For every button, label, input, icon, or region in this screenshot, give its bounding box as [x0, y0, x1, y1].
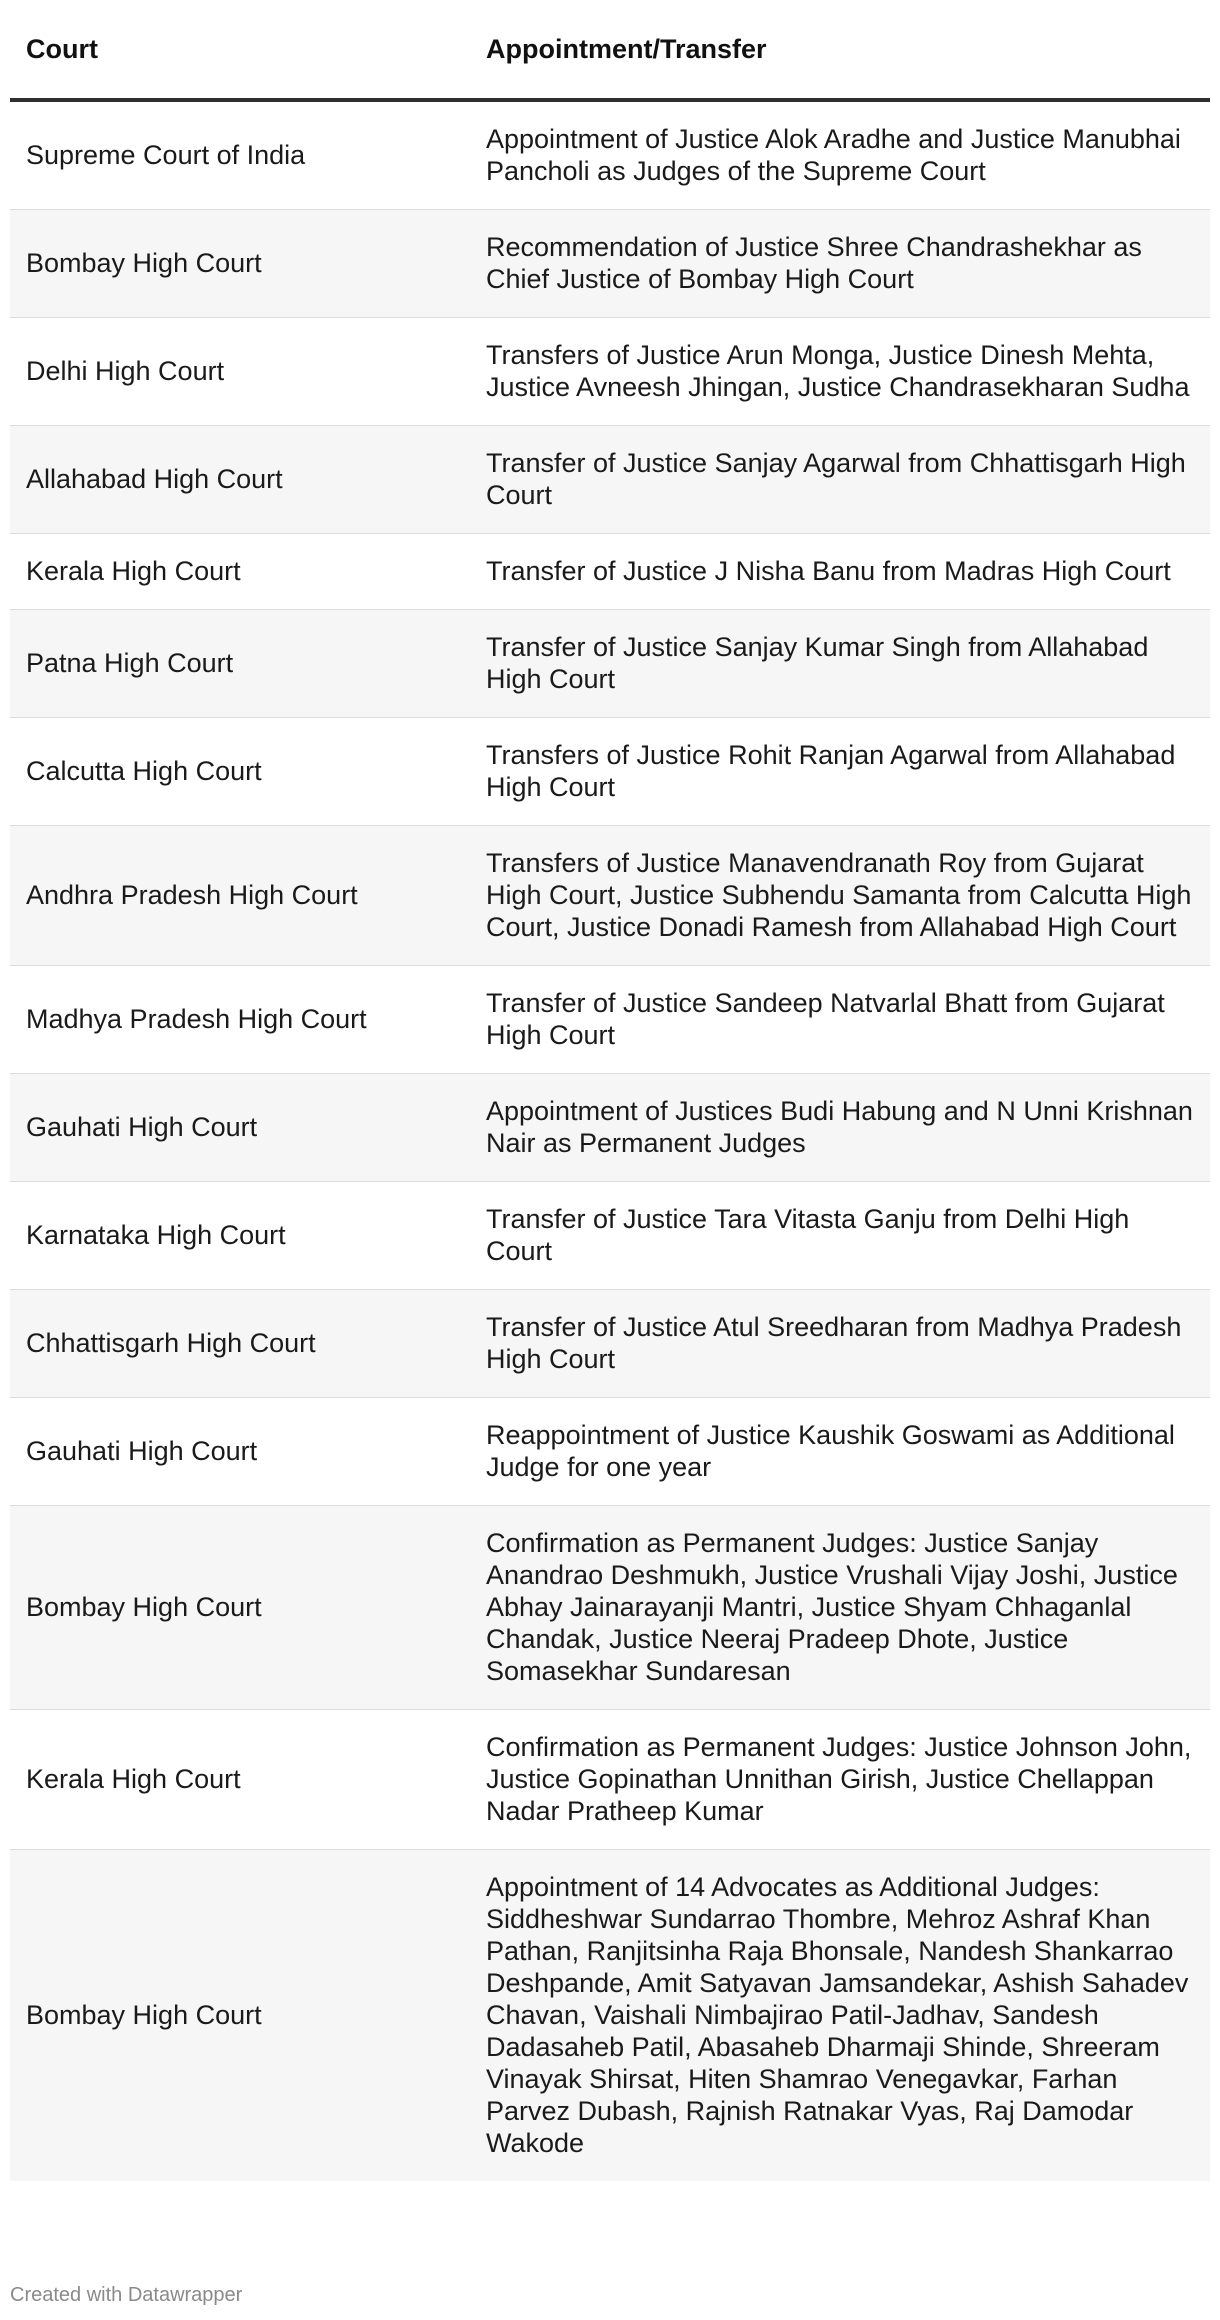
appointment-transfer-cell: Appointment of Justice Alok Aradhe and Justice Manubhai Pancholi as Judges of the Supreme Court	[470, 100, 1210, 210]
court-cell: Bombay High Court	[10, 1850, 470, 2182]
appointment-transfer-cell: Confirmation as Permanent Judges: Justice Johnson John, Justice Gopinathan Unnithan Girish, Justice Chellappan Nadar Pratheep Kumar	[470, 1710, 1210, 1850]
datawrapper-credit: Created with Datawrapper	[10, 2284, 243, 2306]
appointment-transfer-cell: Appointment of Justices Budi Habung and N Unni Krishnan Nair as Permanent Judges	[470, 1074, 1210, 1182]
table-row	[10, 318, 1210, 426]
court-cell: Kerala High Court	[10, 534, 470, 610]
table-row	[10, 1850, 1210, 2182]
table-row	[10, 1182, 1210, 1290]
table-row	[10, 1710, 1210, 1850]
appointment-transfer-cell: Transfer of Justice Sanjay Kumar Singh from Allahabad High Court	[470, 610, 1210, 718]
header-row	[10, 0, 1210, 100]
court-cell: Supreme Court of India	[10, 100, 470, 210]
appointment-transfer-cell: Transfers of Justice Arun Monga, Justice Dinesh Mehta, Justice Avneesh Jhingan, Justice Chandrasekharan Sudha	[470, 318, 1210, 426]
court-cell: Gauhati High Court	[10, 1074, 470, 1182]
column-header-appointment-transfer[interactable]: Appointment/Transfer	[470, 0, 1210, 100]
appointment-transfer-cell: Transfer of Justice J Nisha Banu from Madras High Court	[470, 534, 1210, 610]
court-cell: Chhattisgarh High Court	[10, 1290, 470, 1398]
court-cell: Bombay High Court	[10, 210, 470, 318]
court-cell: Karnataka High Court	[10, 1182, 470, 1290]
table-row	[10, 966, 1210, 1074]
court-cell: Patna High Court	[10, 610, 470, 718]
appointment-transfer-cell: Transfer of Justice Sandeep Natvarlal Bhatt from Gujarat High Court	[470, 966, 1210, 1074]
column-header-court[interactable]: Court	[10, 0, 470, 100]
court-cell: Madhya Pradesh High Court	[10, 966, 470, 1074]
table-row	[10, 100, 1210, 210]
court-cell: Bombay High Court	[10, 1506, 470, 1710]
court-cell: Allahabad High Court	[10, 426, 470, 534]
appointment-transfer-cell: Recommendation of Justice Shree Chandrashekhar as Chief Justice of Bombay High Court	[470, 210, 1210, 318]
table-row	[10, 1074, 1210, 1182]
court-cell: Gauhati High Court	[10, 1398, 470, 1506]
table-row	[10, 534, 1210, 610]
table-row	[10, 826, 1210, 966]
appointment-transfer-cell: Appointment of 14 Advocates as Additional Judges: Siddheshwar Sundarrao Thombre, Mehroz Ashraf Khan Pathan, Ranjitsinha Raja Bhonsale, Nandesh Shankarrao Deshpande, Amit Satyavan Jamsandekar, Ashish Sahadev Chavan, Vaishali Nimbajirao Patil-Jadhav, Sandesh Dadasaheb Patil, Abasaheb Dharmaji Shinde, Shreeram Vinayak Shirsat, Hiten Shamrao Venegavkar, Farhan Parvez Dubash, Rajnish Ratnakar Vyas, Raj Damodar Wakode	[470, 1850, 1210, 2182]
appointment-transfer-cell: Confirmation as Permanent Judges: Justice Sanjay Anandrao Deshmukh, Justice Vrushali Vijay Joshi, Justice Abhay Jainarayanji Mantri, Justice Shyam Chhaganlal Chandak, Justice Neeraj Pradeep Dhote, Justice Somasekhar Sundaresan	[470, 1506, 1210, 1710]
table-row	[10, 1506, 1210, 1710]
table-container	[10, 0, 1210, 2181]
court-cell: Delhi High Court	[10, 318, 470, 426]
table-row	[10, 718, 1210, 826]
table-header	[10, 0, 1210, 100]
table-row	[10, 1290, 1210, 1398]
table-row	[10, 610, 1210, 718]
appointment-transfer-cell: Transfer of Justice Atul Sreedharan from Madhya Pradesh High Court	[470, 1290, 1210, 1398]
appointment-transfer-cell: Transfer of Justice Sanjay Agarwal from Chhattisgarh High Court	[470, 426, 1210, 534]
table-row	[10, 1398, 1210, 1506]
table-row	[10, 210, 1210, 318]
court-cell: Calcutta High Court	[10, 718, 470, 826]
court-cell: Andhra Pradesh High Court	[10, 826, 470, 966]
appointment-transfer-cell: Reappointment of Justice Kaushik Goswami as Additional Judge for one year	[470, 1398, 1210, 1506]
appointment-transfer-cell: Transfer of Justice Tara Vitasta Ganju from Delhi High Court	[470, 1182, 1210, 1290]
table-row	[10, 426, 1210, 534]
appointments-table	[10, 0, 1210, 2181]
table-body	[10, 100, 1210, 2181]
court-cell: Kerala High Court	[10, 1710, 470, 1850]
appointment-transfer-cell: Transfers of Justice Rohit Ranjan Agarwal from Allahabad High Court	[470, 718, 1210, 826]
appointment-transfer-cell: Transfers of Justice Manavendranath Roy from Gujarat High Court, Justice Subhendu Samanta from Calcutta High Court, Justice Donadi Ramesh from Allahabad High Court	[470, 826, 1210, 966]
